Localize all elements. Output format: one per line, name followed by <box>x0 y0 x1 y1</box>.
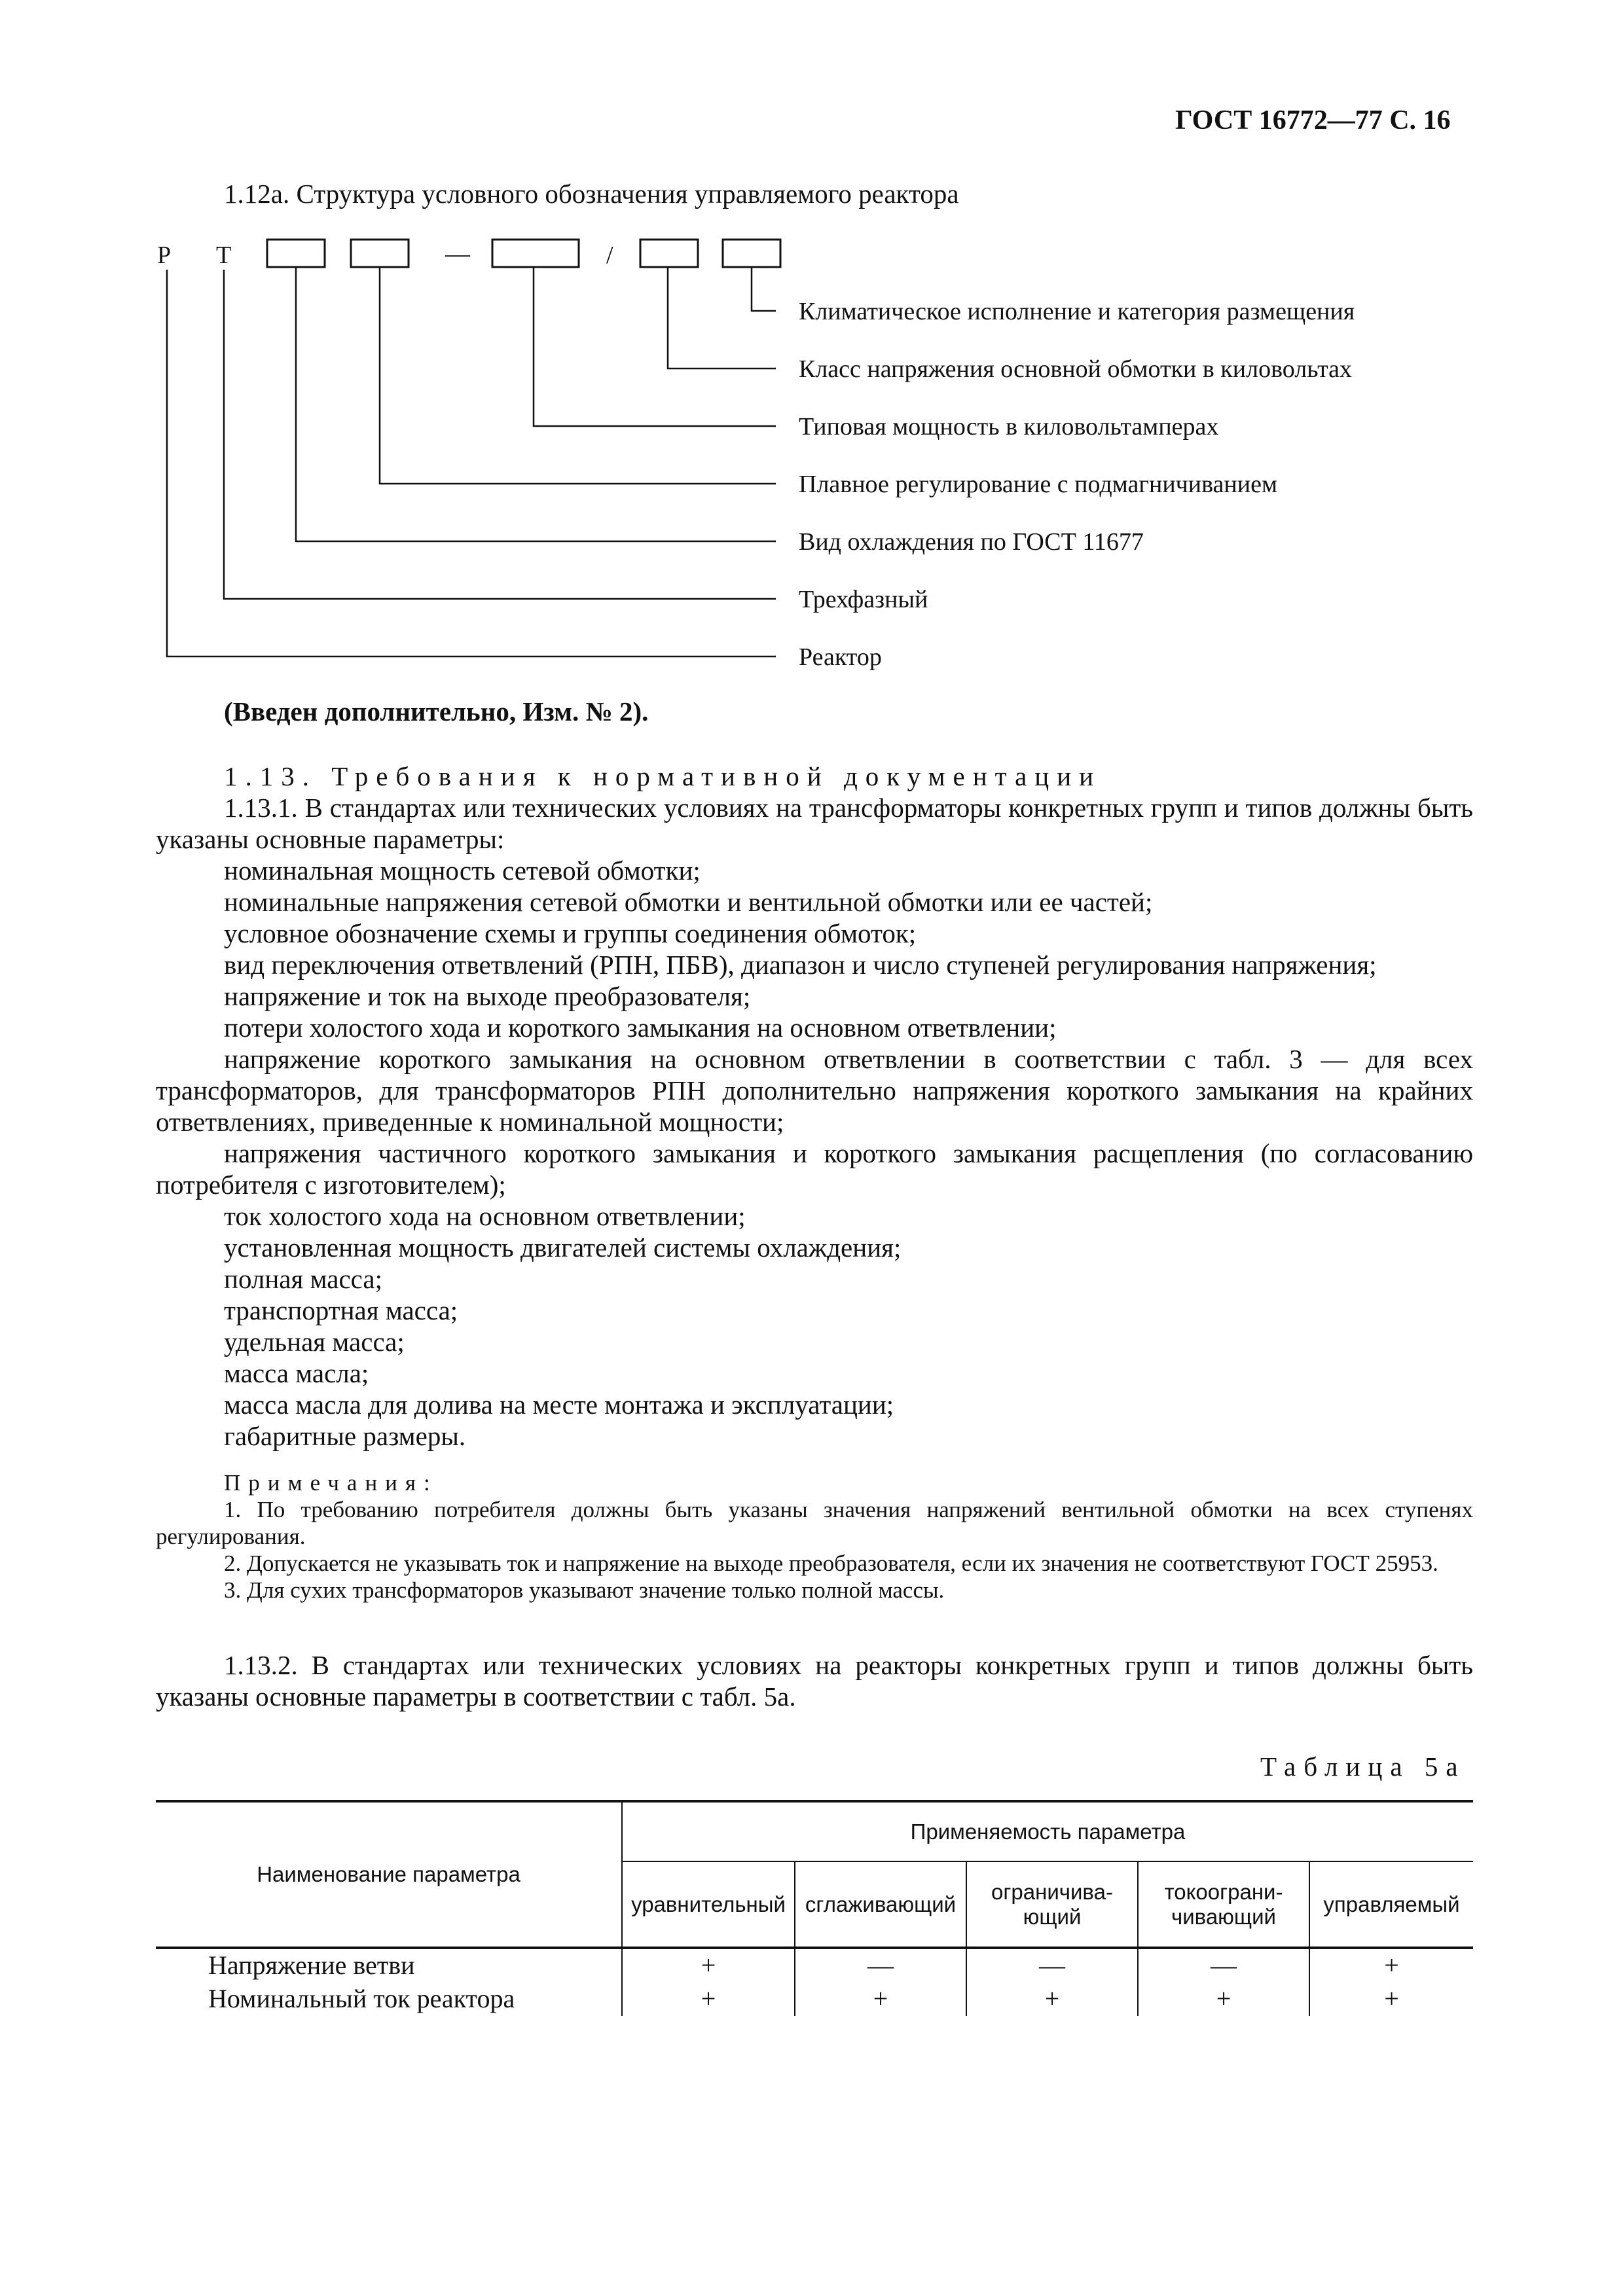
label-regulation: Плавное регулирование с подмагничиванием <box>799 471 1277 498</box>
label-cooling: Вид охлаждения по ГОСТ 11677 <box>799 528 1144 556</box>
code-letter-t: Т <box>216 242 232 269</box>
notes-title: Примечания: <box>224 1470 438 1496</box>
row-name: Номинальный ток реактора <box>156 1982 622 2016</box>
label-voltage-class: Класс напряжения основной обмотки в киловольтах <box>799 355 1353 383</box>
cell-value: + <box>1384 1984 1399 2013</box>
cell-value: + <box>795 1982 966 2016</box>
amendment-note: (Введен дополнительно, Изм. № 2). <box>224 696 649 726</box>
col-header: управляемый <box>1309 1861 1473 1948</box>
col-header: токоограни- чивающий <box>1138 1861 1309 1948</box>
table-5a <box>156 1800 1473 2016</box>
page-header: ГОСТ 16772—77 С. 16 <box>1175 105 1451 135</box>
col-header: ограничива- ющий <box>966 1861 1138 1948</box>
param-item: вид переключения ответвлений (РПН, ПБВ), диапазон и число ступеней регулирования напряжения; <box>224 950 1377 980</box>
param-item: удельная масса; <box>224 1327 405 1357</box>
paragraph-1132-block <box>156 1649 1473 1712</box>
cell-value: + <box>1138 1982 1309 2016</box>
code-box-cooling <box>267 240 325 267</box>
param-item: ток холостого хода на основном ответвлении; <box>224 1201 746 1231</box>
cell-value: — <box>795 1948 966 1982</box>
param-item: номинальные напряжения сетевой обмотки и вентильной обмотки или ее частей; <box>224 887 1153 917</box>
param-item: габаритные размеры. <box>224 1421 466 1451</box>
notes-block <box>156 1469 1473 1604</box>
param-item: условное обозначение схемы и группы соединения обмоток; <box>224 918 917 948</box>
code-slash: / <box>606 242 613 269</box>
param-item: масса масла; <box>224 1358 369 1388</box>
cell-value: + <box>966 1982 1138 2016</box>
param-item: полная масса; <box>224 1264 382 1294</box>
code-box-climate <box>723 240 780 267</box>
section-113-title: 1.13. Требования к нормативной документации <box>224 761 1102 791</box>
cell-value: + <box>622 1982 795 2016</box>
param-item: напряжение короткого замыкания на основном ответвлении в соответствии с табл. 3 — для всех трансформаторов, для трансформаторов РПН дополнительно напряжения короткого замыкания на крайних ответвлениях, приведенные к номинальной мощности; <box>156 1044 1473 1137</box>
param-item: номинальная мощность сетевой обмотки; <box>224 855 701 886</box>
header-applicability: Применяемость параметра <box>622 1801 1473 1861</box>
cell-value: — <box>966 1948 1138 1982</box>
paragraph-1132: 1.13.2. В стандартах или технических условиях на реакторы конкретных групп и типов должны быть указаны основные параметры в соответствии с табл. 5а. <box>156 1650 1473 1712</box>
param-item: установленная мощность двигателей системы охлаждения; <box>224 1232 902 1263</box>
param-item: напряжение и ток на выходе преобразователя; <box>224 981 751 1011</box>
note-item: 2. Допускается не указывать ток и напряжение на выходе преобразователя, если их значения не соответствуют ГОСТ 25953. <box>224 1551 1438 1576</box>
label-climate: Климатическое исполнение и категория размещения <box>799 298 1355 325</box>
note-item: 3. Для сухих трансформаторов указывают значение только полной массы. <box>224 1577 945 1603</box>
param-item: масса масла для долива на месте монтажа и эксплуатации; <box>224 1390 894 1420</box>
designation-structure-diagram <box>0 0 1623 694</box>
code-box-power <box>492 240 579 267</box>
cell-value: — <box>1138 1948 1309 1982</box>
label-three-phase: Трехфазный <box>799 586 928 613</box>
table-caption: Таблица 5а <box>1260 1751 1466 1782</box>
row-name: Напряжение ветви <box>156 1948 622 1982</box>
cell-value: + <box>1384 1950 1399 1980</box>
param-item: потери холостого хода и короткого замыкания на основном ответвлении; <box>224 1013 1057 1043</box>
leader-lines <box>167 267 776 656</box>
param-item: напряжения частичного короткого замыкания и короткого замыкания расщепления (по согласованию потребителя с изготовителем); <box>156 1138 1473 1200</box>
section-112a-title: 1.12а. Структура условного обозначения управляемого реактора <box>224 179 959 209</box>
code-box-voltage-class <box>640 240 698 267</box>
label-typical-power: Типовая мощность в киловольтамперах <box>799 413 1219 440</box>
code-box-regulation <box>351 240 409 267</box>
note-item: 1. По требованию потребителя должны быть указаны значения напряжений вентильной обмотки на всех ступенях регулирования. <box>156 1497 1473 1549</box>
code-dash: — <box>445 240 470 268</box>
paragraph-1131: 1.13.1. В стандартах или технических условиях на трансформаторы конкретных групп и типов должны быть указаны основные параметры: <box>156 793 1473 854</box>
col-header: уравнительный <box>622 1861 795 1948</box>
header-param-name: Наименование параметра <box>156 1801 622 1948</box>
cell-value: + <box>622 1948 795 1982</box>
section-113 <box>156 761 1473 1452</box>
code-letter-r: Р <box>157 242 172 269</box>
table-row <box>156 1948 1473 1982</box>
table-row <box>156 1982 1473 2016</box>
param-item: транспортная масса; <box>224 1295 458 1325</box>
label-reactor: Реактор <box>799 643 882 671</box>
col-header: сглаживающий <box>795 1861 966 1948</box>
